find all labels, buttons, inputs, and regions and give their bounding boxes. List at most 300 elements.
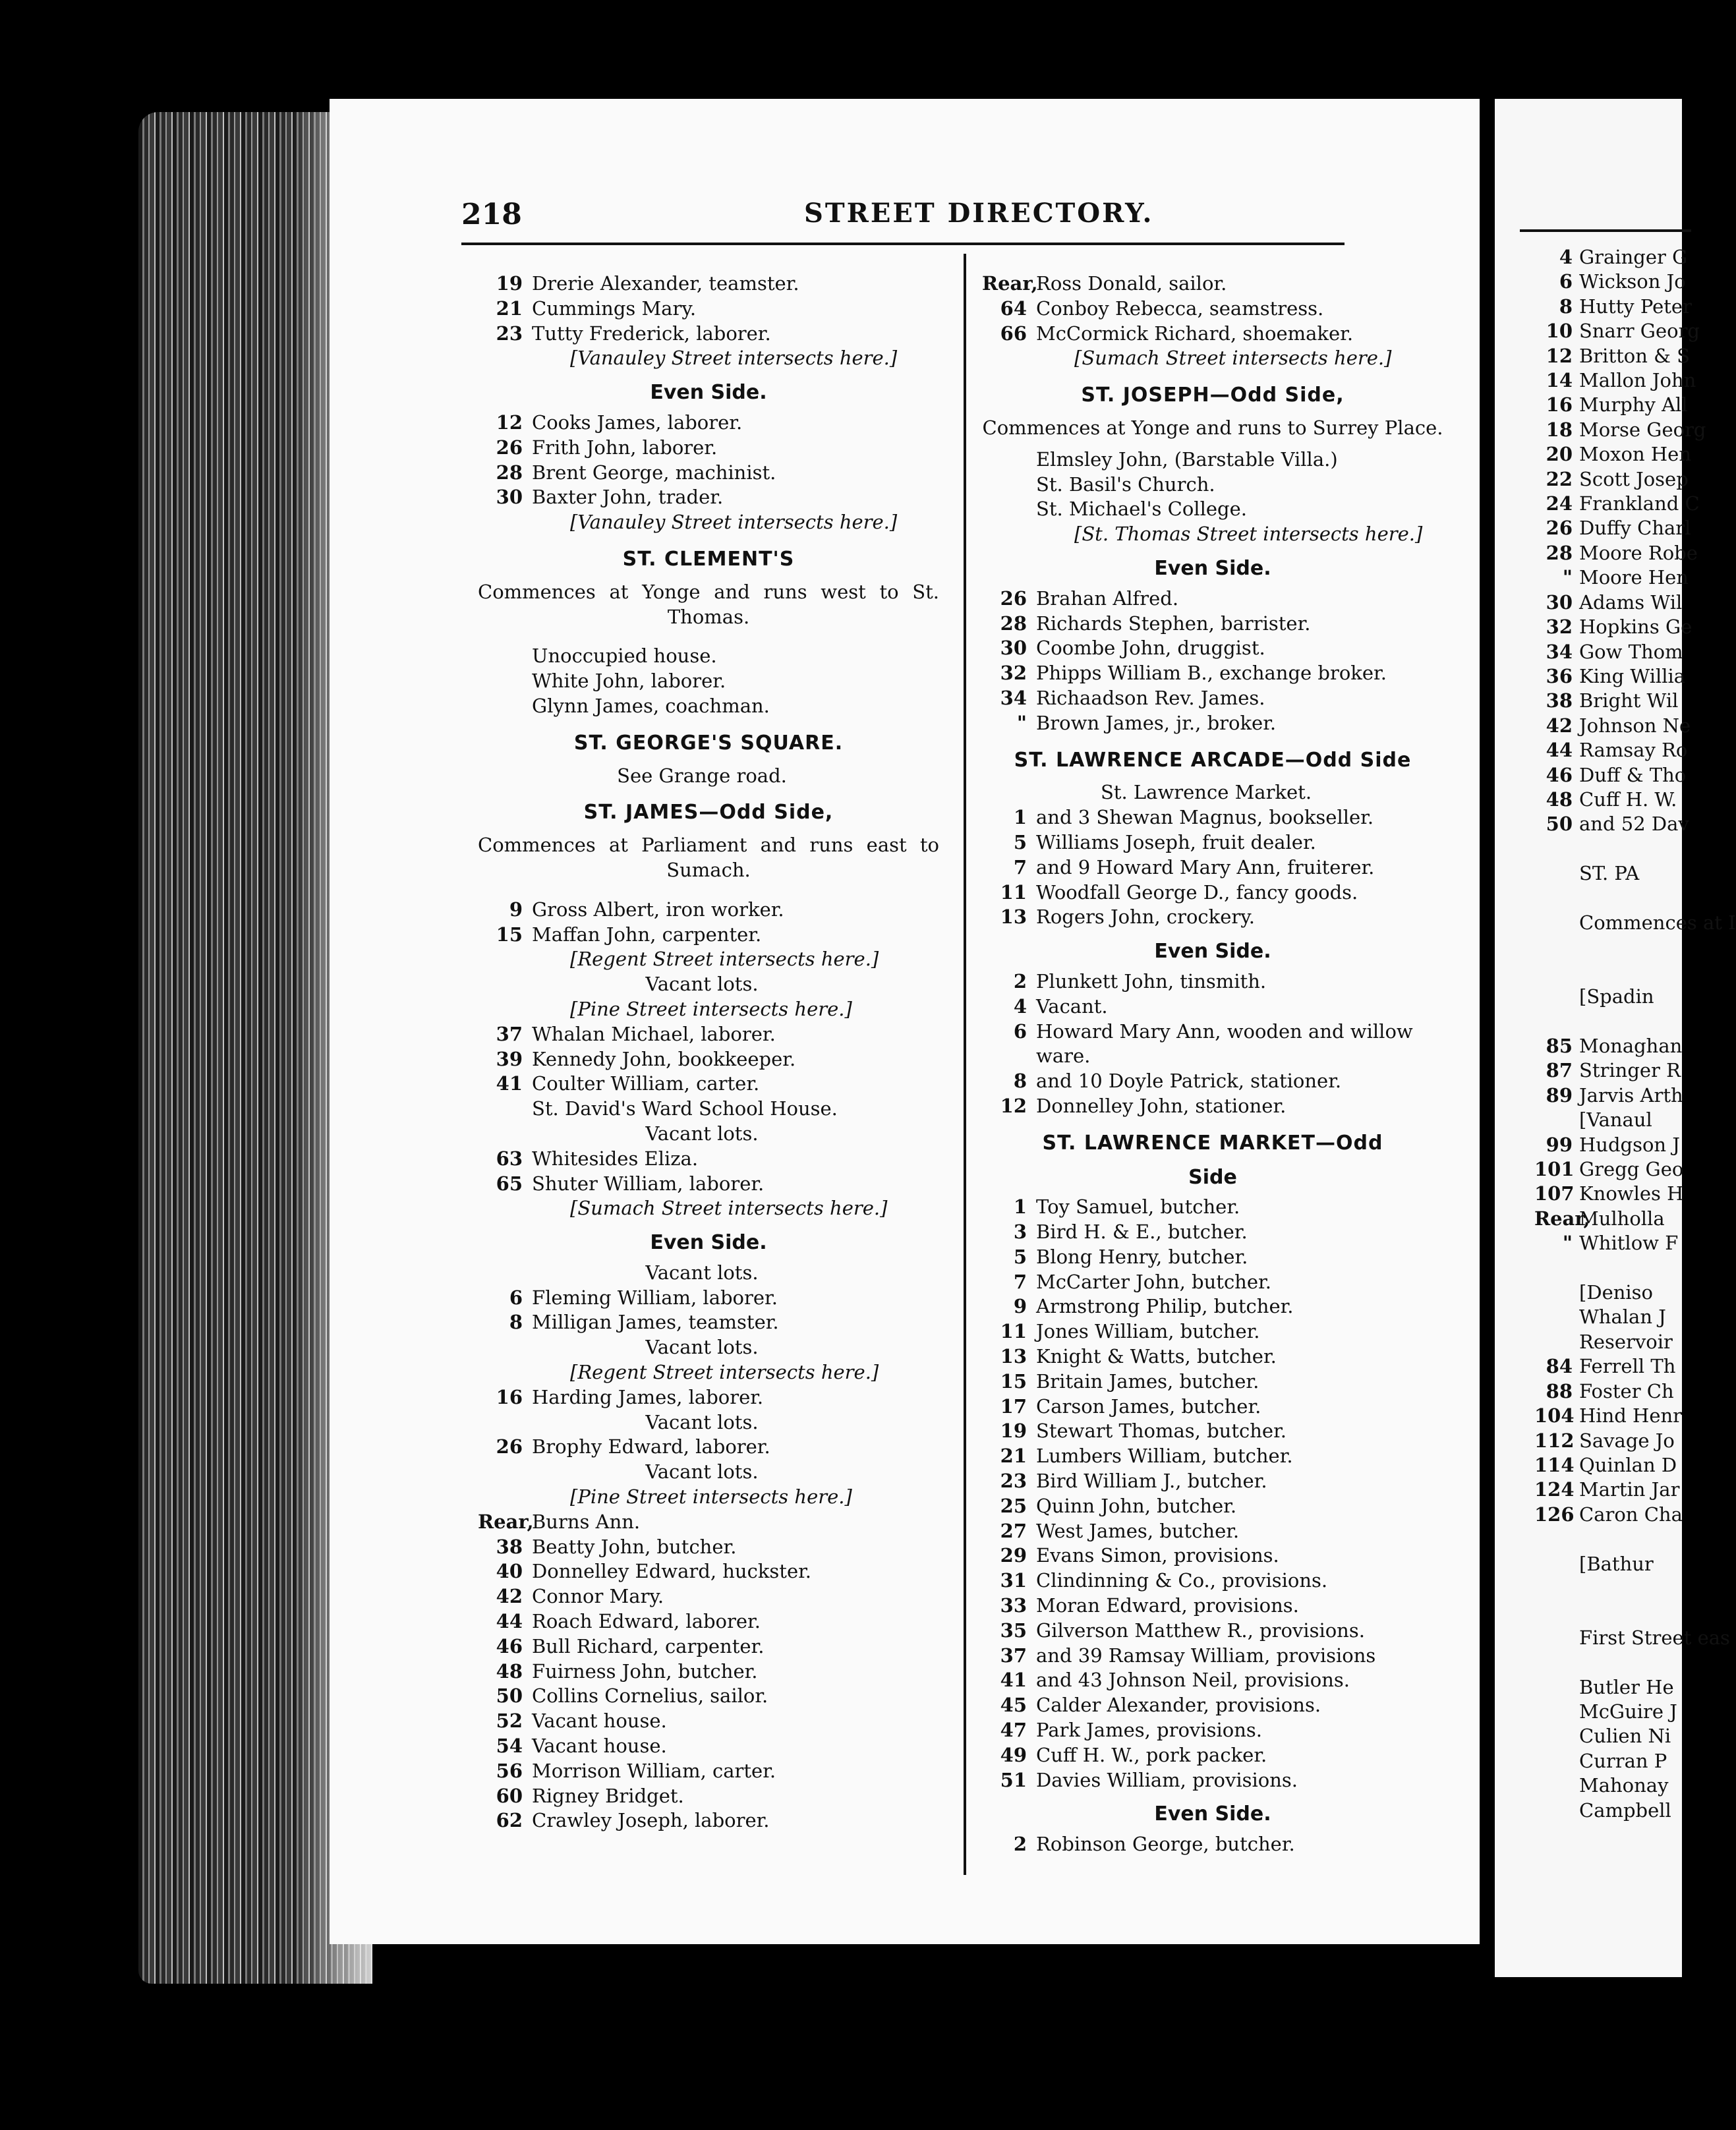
directory-entry bbox=[982, 1344, 1443, 1369]
directory-entry bbox=[982, 1594, 1443, 1619]
street-description: Commences at Yonge and runs to Surrey Place. bbox=[982, 416, 1443, 439]
directory-entry bbox=[478, 461, 939, 486]
house-number: 9 bbox=[1013, 1295, 1027, 1318]
resident-name: Carson James, butcher. bbox=[1036, 1395, 1261, 1418]
directory-entry bbox=[478, 1072, 939, 1097]
resident-name: Martin Jar bbox=[1579, 1478, 1680, 1501]
unnumbered-entry: White John, laborer. bbox=[532, 670, 726, 693]
resident-name: Shuter William, laborer. bbox=[532, 1172, 765, 1195]
house-number: 41 bbox=[496, 1072, 523, 1095]
resident-name: Quinn John, butcher. bbox=[1036, 1494, 1237, 1517]
directory-entry bbox=[478, 898, 939, 923]
resident-name: Foster Ch bbox=[1579, 1379, 1674, 1402]
facing-entry bbox=[1534, 935, 1736, 960]
resident-name: Collins Cornelius, sailor. bbox=[532, 1684, 768, 1708]
directory-entry bbox=[478, 1659, 939, 1684]
house-number: 39 bbox=[496, 1047, 523, 1070]
house-number: " bbox=[1562, 1232, 1573, 1255]
street-heading: ST. LAWRENCE ARCADE—Odd Side bbox=[1014, 748, 1412, 772]
centered-note: St. Lawrence Market. bbox=[1100, 781, 1312, 804]
facing-entry bbox=[1534, 1083, 1736, 1108]
facing-entry bbox=[1534, 1404, 1736, 1428]
house-number: 16 bbox=[1546, 393, 1573, 417]
resident-name: Whalan Michael, laborer. bbox=[532, 1022, 776, 1045]
directory-entry bbox=[982, 994, 1443, 1020]
resident-name: and 9 Howard Mary Ann, fruiterer. bbox=[1036, 855, 1375, 878]
facing-entry bbox=[1534, 738, 1736, 763]
directory-entry bbox=[478, 485, 939, 510]
resident-name: Vacant house. bbox=[532, 1735, 667, 1758]
directory-entry bbox=[982, 686, 1443, 711]
resident-name: Blong Henry, butcher. bbox=[1036, 1245, 1248, 1268]
side-heading: Even Side. bbox=[1154, 556, 1271, 580]
resident-name: and 10 Doyle Patrick, stationer. bbox=[1036, 1070, 1342, 1093]
resident-name: Burns Ann. bbox=[532, 1510, 641, 1533]
house-number: 22 bbox=[1546, 467, 1573, 490]
facing-entry bbox=[1534, 1305, 1736, 1329]
facing-page-fragment bbox=[1495, 99, 1736, 1977]
house-number: 20 bbox=[1546, 443, 1573, 466]
house-number: 6 bbox=[509, 1286, 523, 1309]
unnumbered-entry: St. Basil's Church. bbox=[1036, 473, 1215, 496]
resident-name: Grainger G bbox=[1579, 246, 1688, 268]
house-number: 37 bbox=[1000, 1644, 1027, 1667]
facing-entry bbox=[1534, 270, 1736, 294]
house-number: 47 bbox=[1000, 1719, 1027, 1742]
resident-name: Gilverson Matthew R., provisions. bbox=[1036, 1619, 1365, 1642]
resident-name: Commences at I bbox=[1579, 911, 1736, 934]
resident-name: Vacant. bbox=[1036, 994, 1108, 1018]
resident-name: Jones William, butcher. bbox=[1036, 1320, 1260, 1343]
directory-entry bbox=[982, 1220, 1443, 1245]
directory-entry bbox=[478, 1759, 939, 1784]
unnumbered-entry: Unoccupied house. bbox=[532, 645, 717, 668]
directory-entry bbox=[478, 1634, 939, 1659]
resident-name: Plunkett John, tinsmith. bbox=[1036, 969, 1267, 993]
facing-entry bbox=[1534, 1429, 1736, 1453]
directory-entry bbox=[982, 1519, 1443, 1544]
house-number: 84 bbox=[1546, 1355, 1573, 1378]
facing-entry bbox=[1534, 245, 1736, 270]
facing-entry bbox=[1534, 1182, 1736, 1206]
resident-name: Evans Simon, provisions. bbox=[1036, 1544, 1279, 1567]
directory-entry bbox=[982, 969, 1443, 994]
facing-entry bbox=[1534, 985, 1736, 1009]
house-number: 62 bbox=[496, 1809, 523, 1832]
house-number: 26 bbox=[496, 1435, 523, 1458]
facing-entry bbox=[1534, 319, 1736, 343]
side-heading: Even Side. bbox=[650, 381, 767, 405]
directory-entry bbox=[982, 322, 1443, 347]
house-number: 44 bbox=[496, 1610, 523, 1633]
facing-entry bbox=[1534, 1207, 1736, 1231]
house-number: Rear, bbox=[982, 272, 1038, 295]
facing-entry bbox=[1534, 1157, 1736, 1182]
directory-entry bbox=[982, 1195, 1443, 1220]
centered-note: Vacant lots. bbox=[645, 1460, 759, 1483]
directory-entry bbox=[478, 411, 939, 436]
resident-name: Kennedy John, bookkeeper. bbox=[532, 1047, 796, 1070]
resident-name: Hind Henr bbox=[1579, 1404, 1683, 1427]
directory-entry bbox=[982, 1270, 1443, 1295]
facing-entry bbox=[1534, 788, 1736, 812]
directory-entry bbox=[478, 1310, 939, 1335]
facing-entry bbox=[1534, 492, 1736, 516]
resident-name: Butler He bbox=[1579, 1675, 1674, 1698]
directory-entry bbox=[982, 1743, 1443, 1768]
facing-entry bbox=[1534, 1478, 1736, 1502]
directory-entry bbox=[982, 1020, 1443, 1045]
house-number: 26 bbox=[1546, 517, 1573, 540]
spacer bbox=[478, 890, 939, 898]
house-number: 9 bbox=[509, 898, 523, 921]
facing-entry bbox=[1534, 1010, 1736, 1034]
resident-name: King Willia bbox=[1579, 664, 1686, 687]
facing-entry bbox=[1534, 344, 1736, 368]
street-heading: ST. JAMES—Odd Side, bbox=[583, 801, 834, 824]
directory-entry bbox=[982, 297, 1443, 322]
directory-entry bbox=[982, 1419, 1443, 1444]
house-number: 4 bbox=[1559, 246, 1573, 268]
resident-name: Hudgson J bbox=[1579, 1133, 1680, 1156]
house-number: 107 bbox=[1534, 1182, 1575, 1205]
house-number: 38 bbox=[496, 1535, 523, 1558]
facing-entry bbox=[1534, 1576, 1736, 1601]
facing-entry bbox=[1534, 1724, 1736, 1748]
resident-name: Morrison William, carter. bbox=[532, 1759, 776, 1782]
facing-entry bbox=[1534, 1281, 1736, 1305]
house-number: 7 bbox=[1013, 1270, 1027, 1293]
facing-entry bbox=[1534, 812, 1736, 836]
resident-name: Coombe John, druggist. bbox=[1036, 637, 1265, 660]
resident-name: McCarter John, butcher. bbox=[1036, 1270, 1271, 1293]
house-number: 18 bbox=[1546, 418, 1573, 441]
resident-name: Vacant house. bbox=[532, 1710, 667, 1733]
house-number: 65 bbox=[496, 1172, 523, 1195]
resident-name: Knowles H bbox=[1579, 1182, 1684, 1205]
house-number: 23 bbox=[1000, 1470, 1027, 1493]
directory-entry bbox=[478, 1047, 939, 1072]
directory-entry bbox=[982, 1294, 1443, 1319]
resident-name: Bull Richard, carpenter. bbox=[532, 1634, 765, 1657]
directory-entry bbox=[982, 1395, 1443, 1420]
house-number: 35 bbox=[1000, 1619, 1027, 1642]
resident-name: Conboy Rebecca, seamstress. bbox=[1036, 297, 1324, 320]
directory-entry bbox=[982, 1469, 1443, 1494]
resident-name: Stringer R bbox=[1579, 1059, 1681, 1082]
resident-name: Frankland C bbox=[1579, 492, 1700, 515]
directory-entry bbox=[982, 711, 1443, 736]
facing-entry bbox=[1534, 1700, 1736, 1724]
directory-entry bbox=[478, 1172, 939, 1197]
side-heading: Even Side. bbox=[650, 1231, 767, 1255]
house-number: 114 bbox=[1534, 1453, 1575, 1476]
directory-entry bbox=[982, 830, 1443, 855]
house-number: 2 bbox=[1013, 1833, 1027, 1856]
centered-note: Vacant lots. bbox=[645, 1336, 759, 1359]
facing-entry bbox=[1534, 418, 1736, 442]
directory-entry bbox=[478, 1784, 939, 1809]
resident-name: ST. PA bbox=[1579, 862, 1640, 885]
house-number: 6 bbox=[1013, 1020, 1027, 1043]
house-number: 126 bbox=[1534, 1503, 1575, 1526]
resident-name: McCormick Richard, shoemaker. bbox=[1036, 322, 1354, 345]
facing-page-entries bbox=[1534, 245, 1736, 1823]
resident-name: Moore Robe bbox=[1579, 541, 1698, 564]
centered-note: Vacant lots. bbox=[645, 1261, 759, 1284]
house-number: 14 bbox=[1546, 369, 1573, 392]
directory-entry bbox=[982, 1245, 1443, 1270]
facing-entry bbox=[1534, 1231, 1736, 1255]
resident-name: Crawley Joseph, laborer. bbox=[532, 1809, 770, 1832]
spacer bbox=[478, 636, 939, 644]
centered-note: See Grange road. bbox=[617, 764, 787, 787]
directory-entry bbox=[478, 1147, 939, 1172]
facing-entry bbox=[1534, 615, 1736, 639]
facing-entry bbox=[1534, 861, 1736, 886]
facing-entry bbox=[1534, 1256, 1736, 1281]
resident-name: Murphy All bbox=[1579, 393, 1688, 417]
directory-entry bbox=[982, 1718, 1443, 1743]
facing-entry bbox=[1534, 960, 1736, 985]
resident-name: First Street eas bbox=[1579, 1626, 1730, 1649]
resident-name: [Deniso bbox=[1579, 1281, 1654, 1304]
directory-entry bbox=[478, 272, 939, 297]
directory-entry bbox=[478, 1609, 939, 1634]
house-number: 16 bbox=[496, 1385, 523, 1408]
facing-entry bbox=[1534, 467, 1736, 492]
right-column bbox=[982, 272, 1443, 1857]
facing-entry bbox=[1534, 1058, 1736, 1083]
resident-name: Brahan Alfred. bbox=[1036, 587, 1179, 610]
house-number: 11 bbox=[1000, 1320, 1027, 1343]
page-number: 218 bbox=[461, 198, 522, 231]
centered-note: Vacant lots. bbox=[645, 973, 759, 996]
entry-continuation: ware. bbox=[1036, 1045, 1091, 1068]
resident-name: Mallon John bbox=[1579, 369, 1696, 392]
house-number: 13 bbox=[1000, 1345, 1027, 1368]
house-number: 21 bbox=[1000, 1445, 1027, 1468]
facing-entry bbox=[1534, 1379, 1736, 1404]
resident-name: and 3 Shewan Magnus, bookseller. bbox=[1036, 806, 1374, 829]
directory-entry bbox=[478, 322, 939, 347]
facing-entry bbox=[1534, 541, 1736, 565]
resident-name: Cuff H. W., pork packer. bbox=[1036, 1743, 1267, 1766]
resident-name: Brent George, machinist. bbox=[532, 461, 776, 484]
directory-entry bbox=[982, 661, 1443, 686]
resident-name: Whalan J bbox=[1579, 1306, 1666, 1329]
facing-entry bbox=[1534, 1552, 1736, 1576]
resident-name: Whitesides Eliza. bbox=[532, 1147, 699, 1170]
column-rule bbox=[964, 254, 966, 1875]
house-number: 1 bbox=[1013, 806, 1027, 829]
house-number: 48 bbox=[1546, 788, 1573, 811]
directory-entry bbox=[982, 1094, 1443, 1119]
resident-name: Mahonay bbox=[1579, 1774, 1669, 1797]
resident-name: Snarr Georg bbox=[1579, 320, 1700, 343]
resident-name: Cummings Mary. bbox=[532, 297, 697, 320]
facing-header-rule bbox=[1520, 229, 1691, 232]
resident-name: Caron Cha bbox=[1579, 1503, 1683, 1526]
resident-name: Toy Samuel, butcher. bbox=[1036, 1195, 1240, 1219]
facing-entry bbox=[1534, 714, 1736, 738]
house-number: 33 bbox=[1000, 1594, 1027, 1617]
house-number: Rear, bbox=[478, 1510, 534, 1533]
facing-entry bbox=[1534, 1453, 1736, 1478]
resident-name: Gregg Geo bbox=[1579, 1158, 1684, 1181]
directory-entry bbox=[982, 1069, 1443, 1094]
resident-name: Culien Ni bbox=[1579, 1725, 1671, 1748]
resident-name: Morse Georg bbox=[1579, 418, 1706, 441]
house-number: " bbox=[1562, 566, 1573, 589]
house-number: 46 bbox=[1546, 763, 1573, 786]
house-number: 124 bbox=[1534, 1478, 1575, 1501]
directory-entry bbox=[982, 1768, 1443, 1793]
house-number: 112 bbox=[1534, 1429, 1575, 1452]
house-number: 52 bbox=[496, 1710, 523, 1733]
resident-name: Jarvis Arth bbox=[1579, 1083, 1683, 1107]
directory-entry bbox=[478, 1510, 939, 1535]
house-number: 26 bbox=[1000, 587, 1027, 610]
facing-entry bbox=[1534, 1527, 1736, 1551]
house-number: 104 bbox=[1534, 1404, 1575, 1427]
directory-entry bbox=[478, 1022, 939, 1047]
intersection-note: [Vanauley Street intersects here.] bbox=[570, 511, 898, 534]
house-number: 7 bbox=[1013, 855, 1027, 878]
directory-entry bbox=[982, 905, 1443, 930]
facing-entry bbox=[1534, 295, 1736, 319]
resident-name: Coulter William, carter. bbox=[532, 1072, 760, 1095]
resident-name: Maffan John, carpenter. bbox=[532, 923, 762, 946]
resident-name: Harding James, laborer. bbox=[532, 1385, 764, 1408]
house-number: 1 bbox=[1013, 1195, 1027, 1219]
house-number: 60 bbox=[496, 1784, 523, 1807]
directory-page bbox=[330, 99, 1480, 1944]
resident-name: Bright Wil bbox=[1579, 689, 1679, 712]
house-number: 8 bbox=[1559, 295, 1573, 318]
resident-name: Moran Edward, provisions. bbox=[1036, 1594, 1299, 1617]
resident-name: Gow Thom bbox=[1579, 640, 1683, 663]
house-number: 32 bbox=[1000, 662, 1027, 685]
facing-entry bbox=[1534, 1675, 1736, 1700]
resident-name: Milligan James, teamster. bbox=[532, 1311, 779, 1334]
house-number: 23 bbox=[496, 322, 523, 345]
directory-entry bbox=[982, 1319, 1443, 1344]
house-number: 49 bbox=[1000, 1743, 1027, 1766]
facing-entry bbox=[1534, 1330, 1736, 1354]
side-heading: Side bbox=[1188, 1165, 1237, 1189]
house-number: 99 bbox=[1546, 1133, 1573, 1156]
facing-entry bbox=[1534, 837, 1736, 861]
resident-name: Tutty Frederick, laborer. bbox=[532, 322, 771, 345]
resident-name: Armstrong Philip, butcher. bbox=[1036, 1295, 1294, 1318]
house-number: 28 bbox=[1000, 612, 1027, 635]
directory-entry bbox=[982, 880, 1443, 906]
resident-name: Whitlow F bbox=[1579, 1232, 1679, 1255]
resident-name: McGuire J bbox=[1579, 1700, 1677, 1723]
facing-entry bbox=[1534, 1601, 1736, 1625]
intersection-note: [Pine Street intersects here.] bbox=[570, 1485, 852, 1509]
resident-name: Fleming William, laborer. bbox=[532, 1286, 778, 1309]
facing-entry bbox=[1534, 1034, 1736, 1058]
resident-name: Savage Jo bbox=[1579, 1429, 1675, 1452]
centered-note: Vacant lots. bbox=[645, 1122, 759, 1145]
facing-entry bbox=[1534, 1626, 1736, 1650]
house-number: 89 bbox=[1546, 1083, 1573, 1107]
resident-name: Knight & Watts, butcher. bbox=[1036, 1345, 1277, 1368]
resident-name: Connor Mary. bbox=[532, 1585, 664, 1608]
house-number: 30 bbox=[1546, 590, 1573, 614]
resident-name: Rigney Bridget. bbox=[532, 1784, 684, 1807]
resident-name: Bird William J., butcher. bbox=[1036, 1470, 1267, 1493]
resident-name: Duffy Charl bbox=[1579, 517, 1691, 540]
intersection-note: [Vanauley Street intersects here.] bbox=[570, 347, 898, 370]
resident-name: Cuff H. W. bbox=[1579, 788, 1677, 811]
directory-entry bbox=[982, 1644, 1443, 1669]
directory-entry bbox=[478, 1684, 939, 1709]
intersection-note: [Sumach Street intersects here.] bbox=[1074, 347, 1392, 370]
facing-entry bbox=[1534, 368, 1736, 393]
resident-name: Robinson George, butcher. bbox=[1036, 1833, 1295, 1856]
resident-name: Britain James, butcher. bbox=[1036, 1369, 1259, 1393]
directory-entry bbox=[478, 1535, 939, 1560]
resident-name: Brown James, jr., broker. bbox=[1036, 711, 1277, 734]
house-number: 28 bbox=[496, 461, 523, 484]
resident-name: [Vanaul bbox=[1579, 1108, 1652, 1132]
street-heading: ST. CLEMENT'S bbox=[622, 547, 795, 571]
house-number: 28 bbox=[1546, 541, 1573, 564]
house-number: 30 bbox=[496, 486, 523, 509]
house-number: 6 bbox=[1559, 270, 1573, 293]
side-heading: Even Side. bbox=[1154, 940, 1271, 964]
intersection-note: [St. Thomas Street intersects here.] bbox=[1074, 523, 1423, 546]
resident-name: Donnelley John, stationer. bbox=[1036, 1094, 1287, 1117]
unnumbered-entry: Glynn James, coachman. bbox=[532, 694, 770, 717]
directory-entry bbox=[982, 636, 1443, 661]
resident-name: Baxter John, trader. bbox=[532, 486, 724, 509]
resident-name: Roach Edward, laborer. bbox=[532, 1610, 761, 1633]
facing-entry bbox=[1534, 1799, 1736, 1823]
house-number: 4 bbox=[1013, 994, 1027, 1018]
house-number: 34 bbox=[1546, 640, 1573, 663]
house-number: 56 bbox=[496, 1759, 523, 1782]
street-heading: ST. GEORGE'S SQUARE. bbox=[573, 731, 844, 755]
house-number: 41 bbox=[1000, 1669, 1027, 1692]
resident-name: Hopkins Ge bbox=[1579, 616, 1693, 639]
directory-entry bbox=[982, 612, 1443, 637]
facing-entry bbox=[1534, 763, 1736, 788]
directory-entry bbox=[982, 1619, 1443, 1644]
house-number: 87 bbox=[1546, 1059, 1573, 1082]
resident-name: Moxon Hen bbox=[1579, 443, 1691, 466]
house-number: 3 bbox=[1013, 1221, 1027, 1244]
resident-name: Fuirness John, butcher. bbox=[532, 1659, 758, 1683]
resident-name: Calder Alexander, provisions. bbox=[1036, 1694, 1321, 1717]
directory-entry bbox=[982, 855, 1443, 880]
resident-name: Campbell bbox=[1579, 1799, 1671, 1822]
resident-name: Hutty Peter bbox=[1579, 295, 1692, 318]
resident-name: Johnson Ne bbox=[1579, 714, 1691, 737]
facing-entry bbox=[1534, 565, 1736, 590]
house-number: 5 bbox=[1013, 830, 1027, 853]
house-number: 5 bbox=[1013, 1245, 1027, 1268]
street-description: Commences at Yonge and runs west to St. Thomas. bbox=[478, 580, 939, 628]
house-number: 12 bbox=[1000, 1094, 1027, 1117]
resident-name: Stewart Thomas, butcher. bbox=[1036, 1420, 1287, 1443]
intersection-note: [Pine Street intersects here.] bbox=[570, 997, 852, 1020]
directory-entry bbox=[478, 1559, 939, 1584]
house-number: 42 bbox=[496, 1585, 523, 1608]
